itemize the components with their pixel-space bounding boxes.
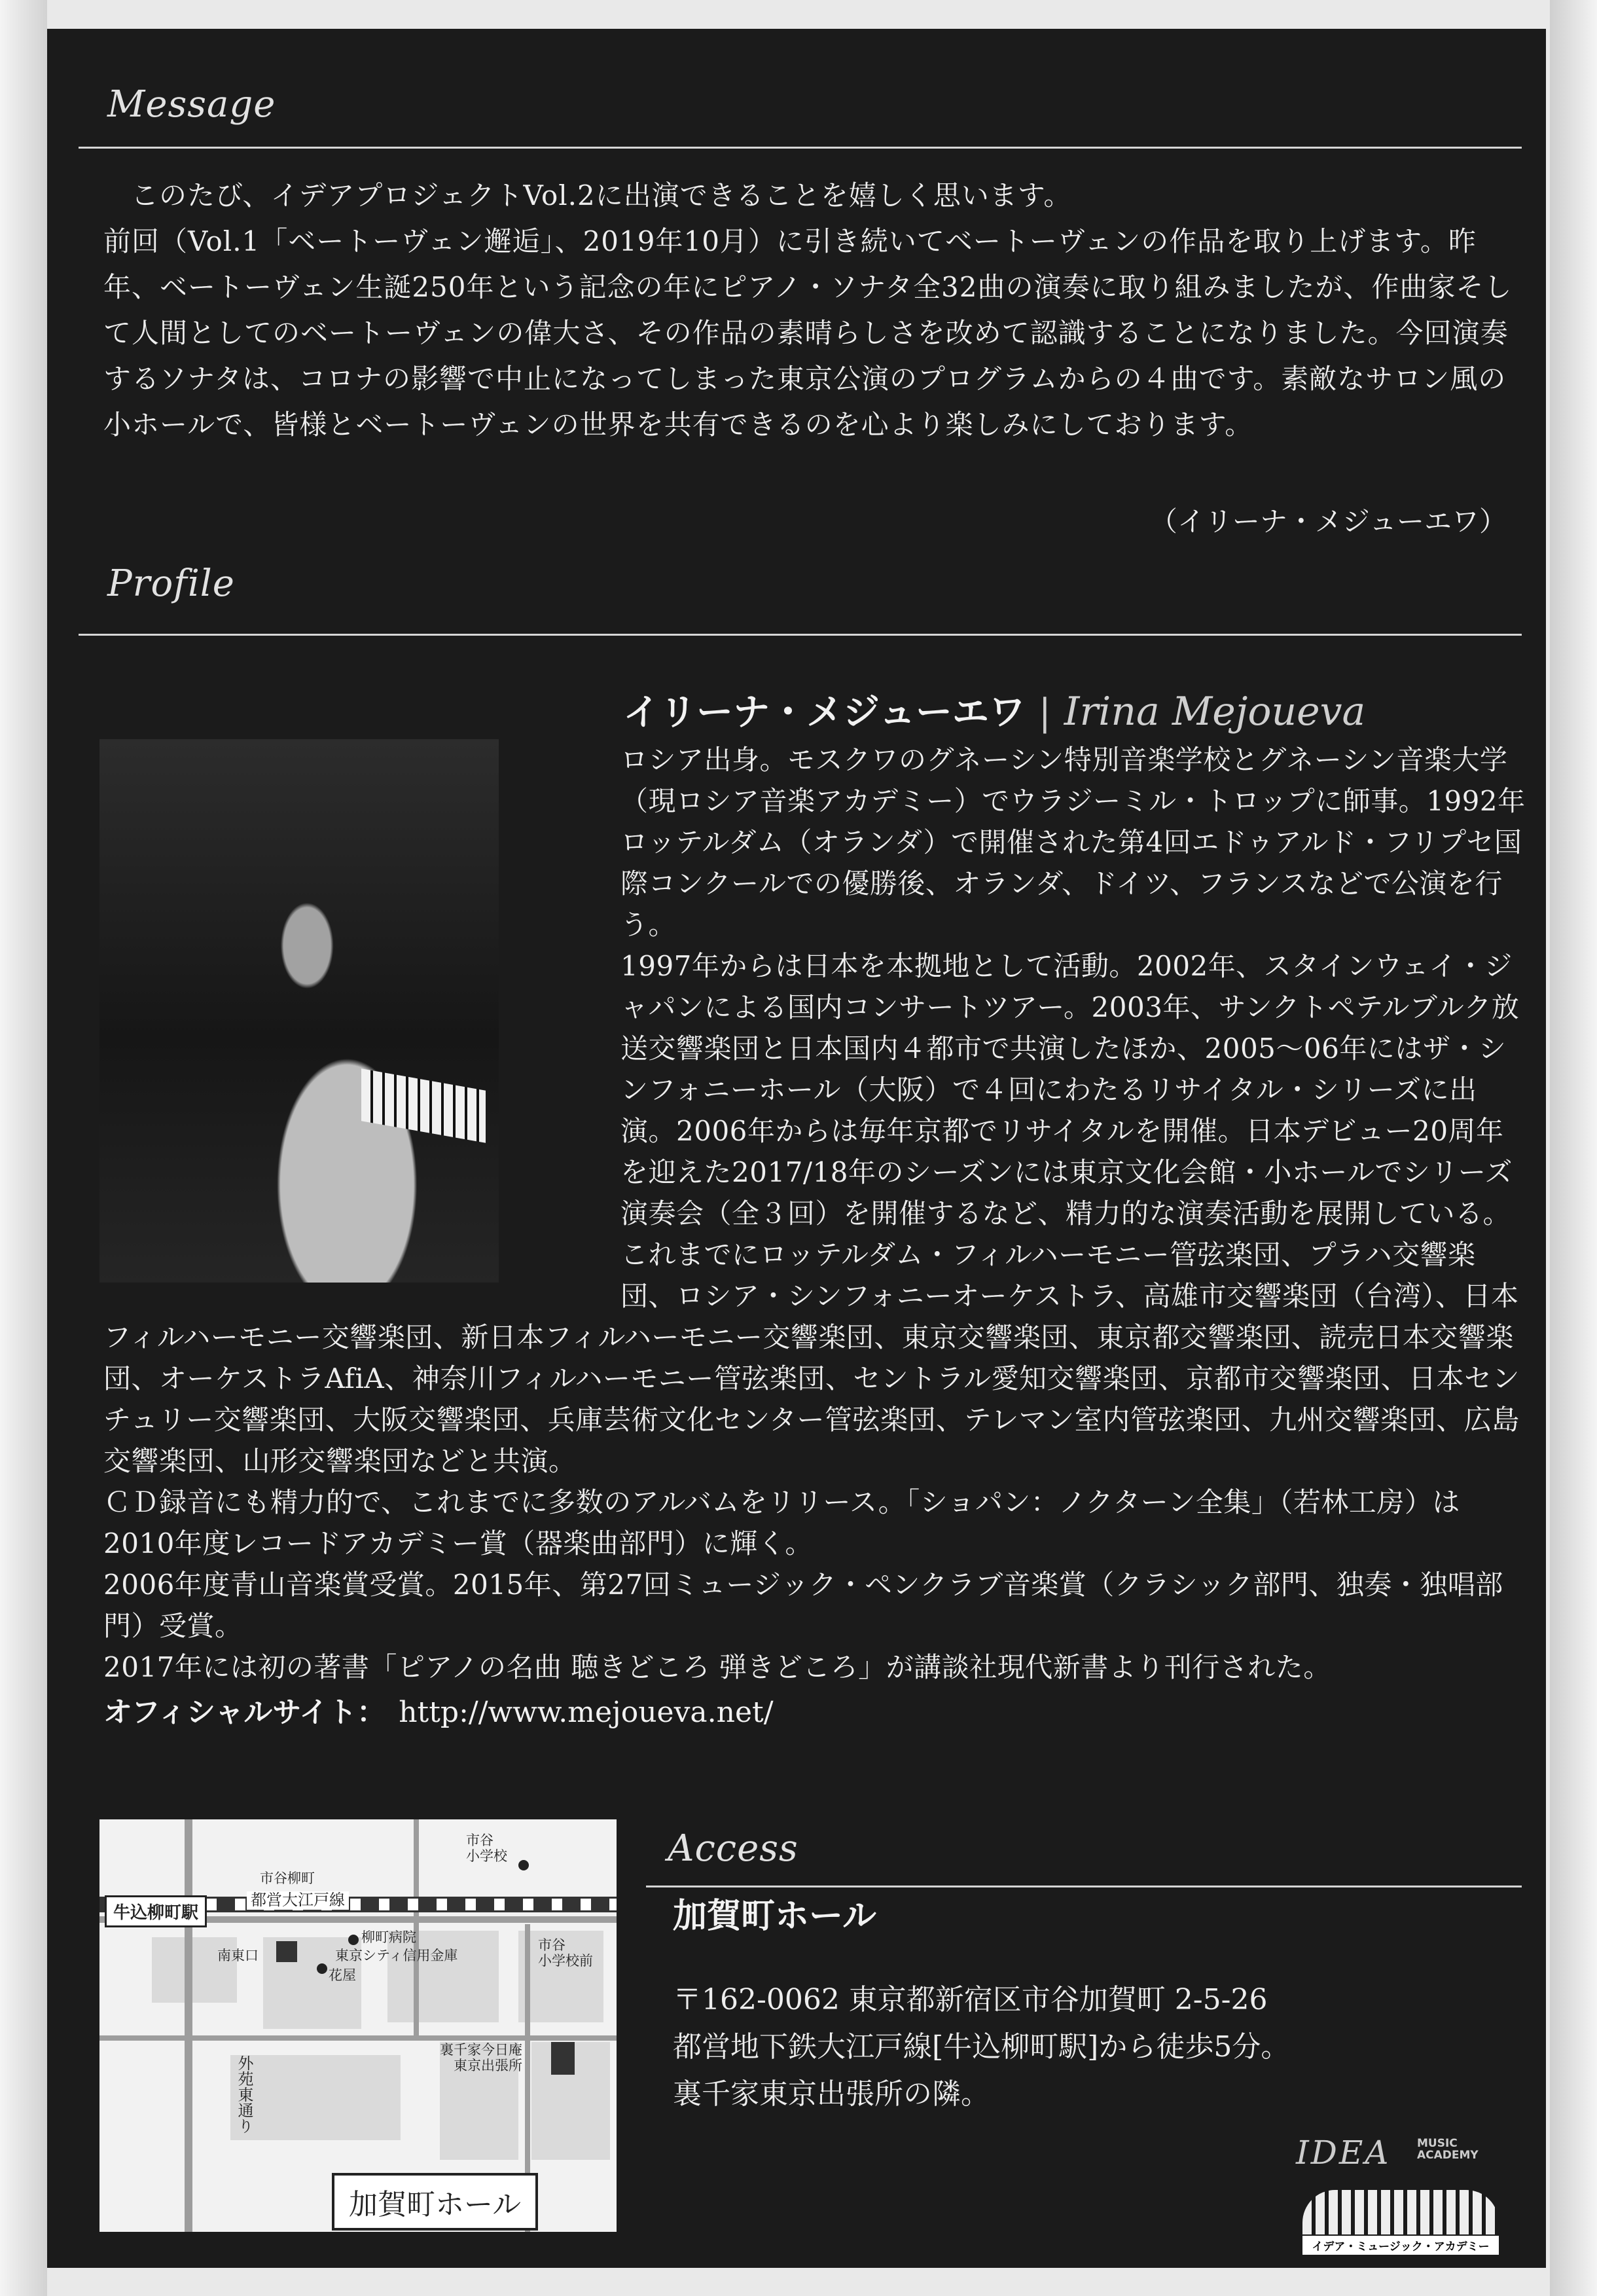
logo-subtext: MUSIC ACADEMY — [1417, 2137, 1479, 2162]
logo-wordmark: IDEA — [1296, 2134, 1391, 2172]
map-road — [99, 2035, 617, 2041]
station-exit-marker-icon — [276, 1941, 297, 1962]
official-site-link[interactable]: http://www.mejoueva.net/ — [399, 1696, 774, 1729]
profile-heading: Profile — [107, 562, 235, 605]
bio-paragraph: ロシア出身。モスクワのグネーシン特別音楽学校とグネーシン音楽大学（現ロシア音楽アカデミー）でウラジーミル・トロップに師事。1992年ロッテルダム（オランダ）で開催された第4回エドゥアルド・フリプセ国際コンクールでの優勝後、オランダ、ドイツ、フランスなどで公演を行う。 — [620, 744, 1526, 941]
message-heading: Message — [107, 83, 276, 126]
bio-paragraph: ＣＤ録音にも精力的で、これまでに多数のアルバムをリリース。「ショパン：ノクターン全集」（若林工房）は2010年度レコードアカデミー賞（器楽曲部門）に輝く。 — [103, 1486, 1460, 1559]
address-line: 裏千家東京出張所の隣。 — [673, 2077, 990, 2111]
crossing-label: 市谷柳町 — [260, 1870, 315, 1886]
line-label: 都営大江戸線 — [247, 1891, 349, 1910]
official-site-label: オフィシャルサイト： — [103, 1696, 386, 1729]
map-block — [230, 2055, 401, 2140]
access-map — [99, 1819, 617, 2232]
artist-name-latin: Irina Mejoueva — [1064, 689, 1366, 735]
school-marker-icon — [518, 1860, 529, 1870]
map-venue-label: 加賀町ホール — [332, 2173, 538, 2231]
biography — [103, 739, 1527, 1688]
school-label: 市谷 小学校 — [466, 1832, 507, 1865]
florist-marker-icon — [317, 1963, 327, 1974]
artist-name — [623, 683, 1365, 736]
piano-keyboard-icon — [1302, 2190, 1499, 2234]
map-road — [185, 1819, 192, 2232]
address-line: 都営地下鉄大江戸線[牛込柳町駅]から徒歩5分。 — [673, 2030, 1290, 2064]
left-page-edge — [0, 0, 47, 2296]
venue-marker-icon — [551, 2042, 575, 2075]
venue-address — [673, 1977, 1289, 2118]
bank-label: 東京シティ信用金庫 — [335, 1948, 458, 1963]
profile-divider — [79, 634, 1522, 636]
logo-tagline: イデア・ミュージック・アカデミー — [1302, 2236, 1499, 2255]
map-block — [152, 1937, 237, 2003]
street-label: 外苑東通り — [235, 2055, 253, 2134]
right-page-edge — [1550, 0, 1597, 2296]
official-site — [103, 1688, 774, 1730]
bio-paragraph: 2006年度青山音楽賞受賞。2015年、第27回ミュージック・ペンクラブ音楽賞（クラシック部門、独奏・独唱部門）受賞。 — [103, 1569, 1503, 1642]
map-road — [414, 1819, 419, 2035]
station-label: 牛込柳町駅 — [105, 1895, 207, 1927]
message-paragraph: このたび、イデアプロジェクトVol.2に出演できることを嬉しく思います。 — [131, 179, 1072, 211]
florist-label: 花屋 — [329, 1967, 356, 1983]
message-paragraph: 前回（Vol.1「ベートーヴェン邂逅」、2019年10月）に引き続いてベートーヴェンの作品を取り上げます。昨年、ベートーヴェン生誕250年という記念の年にピアノ・ソナタ全32曲の演奏に取り組みましたが、作曲家そして人間としてのベートーヴェンの偉大さ、その作品の素晴らしさを改めて認識することになりました。今回演奏するソナタは、コロナの影響で中止になってしまった東京公演のプログラムからの４曲です。素敵なサロン風の小ホールで、皆様とベートーヴェンの世界を共有できるのを心より楽しみにしております。 — [103, 225, 1513, 441]
message-divider — [79, 147, 1522, 149]
flyer-panel — [47, 29, 1546, 2268]
school-front-label: 市谷 小学校前 — [538, 1937, 593, 1969]
exit-label: 南東口 — [217, 1948, 259, 1963]
bio-paragraph: 1997年からは日本を本拠地として活動。2002年、スタインウェイ・ジャパンによる国内コンサートツアー。2003年、サンクトペテルブルク放送交響楽団と日本国内４都市で共演したほか、2005〜06年にはザ・シンフォニーホール（大阪）で４回にわたるリサイタル・シリーズに出演。2006年からは毎年京都でリサイタルを開催。日本デビュー20周年を迎えた2017/18年のシーズンには東京文化会館・小ホールでシリーズ演奏会（全３回）を開催するなど、精力的な演奏活動を展開している。 — [620, 950, 1520, 1230]
urasenke-label: 裏千家今日庵 東京出張所 — [440, 2042, 522, 2074]
message-body — [103, 173, 1527, 448]
name-separator: | — [1038, 691, 1051, 734]
access-heading: Access — [668, 1827, 798, 1870]
bio-paragraph: これまでにロッテルダム・フィルハーモニー管弦楽団、プラハ交響楽団、ロシア・シンフォニーオーケストラ、高雄市交響楽団（台湾）、日本フィルハーモニー交響楽団、新日本フィルハーモニー交響楽団、東京交響楽団、東京都交響楽団、読売日本交響楽団、オーケストラAfiA、神奈川フィルハーモニー管弦楽団、セントラル愛知交響楽団、京都市交響楽団、日本センチュリー交響楽団、大阪交響楽団、兵庫芸術文化センター管弦楽団、テレマン室内管弦楽団、九州交響楽団、広島交響楽団、山形交響楽団などと共演。 — [103, 1239, 1520, 1477]
idea-music-academy-logo — [1263, 2134, 1525, 2265]
venue-name: 加賀町ホール — [673, 1896, 876, 1936]
artist-name-japanese: イリーナ・メジューエワ — [623, 691, 1026, 734]
hospital-label: 柳町病院 — [361, 1929, 416, 1945]
access-divider — [646, 1886, 1522, 1887]
address-line: 〒162-0062 東京都新宿区市谷加賀町 2-5-26 — [673, 1983, 1268, 2016]
bio-paragraph: 2017年には初の著書「ピアノの名曲 聴きどころ 弾きどころ」が講談社現代新書より刊行された。 — [103, 1651, 1331, 1683]
hospital-marker-icon — [348, 1935, 359, 1945]
message-signature: （イリーナ・メジューエワ） — [1149, 505, 1507, 538]
photo-spacer — [103, 739, 620, 1292]
